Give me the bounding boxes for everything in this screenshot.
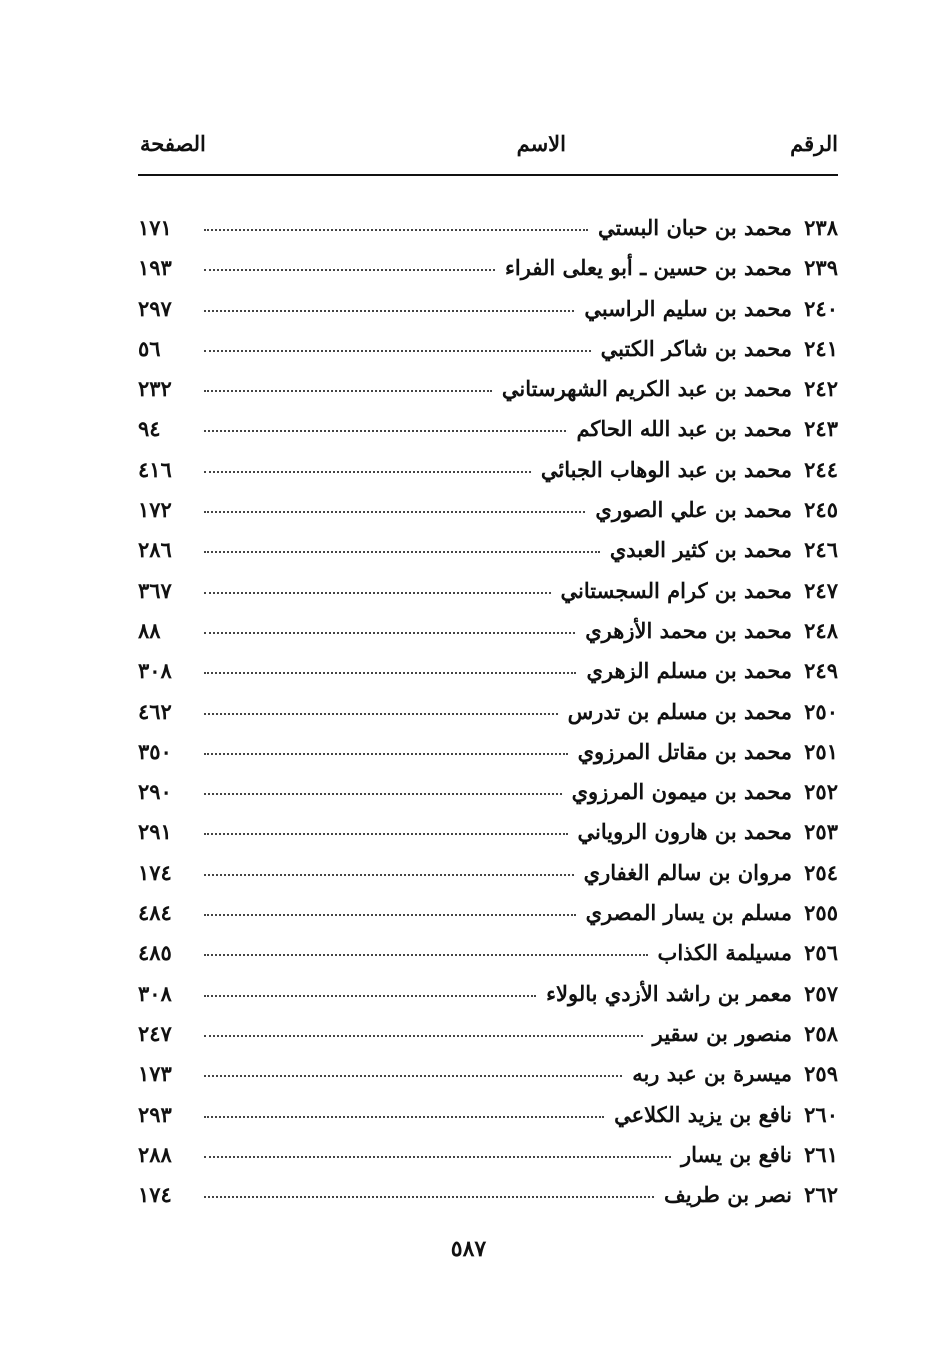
index-entry [138, 613, 838, 653]
entry-name: محمد بن حسين ـ أبو يعلى الفراء [505, 255, 792, 281]
index-entry [138, 1056, 838, 1096]
entry-page: ٣٥٠ [138, 738, 172, 764]
index-list [138, 210, 838, 1217]
index-entry [138, 1097, 838, 1137]
entry-page: ١٩٣ [138, 255, 172, 281]
entry-page: ٢٩١ [138, 819, 172, 845]
index-entry [138, 371, 838, 411]
entry-name: مسلم بن يسار المصري [585, 900, 792, 926]
entry-name: محمد بن ميمون المرزوي [571, 779, 792, 805]
dot-leader [204, 592, 551, 594]
entry-name: محمد بن كثير العبدي [609, 537, 792, 563]
entry-page: ٢٨٦ [138, 537, 172, 563]
entry-name: محمد بن محمد الأزهري [585, 617, 792, 643]
page-number: ٥٨٧ [450, 1236, 487, 1262]
entry-number: ٢٥٩ [804, 1061, 838, 1087]
entry-name: محمد بن مسلم بن تدرس [567, 698, 792, 724]
entry-name: مسيلمة الكذاب [657, 940, 792, 966]
dot-leader [204, 310, 574, 312]
index-entry [138, 492, 838, 532]
index-entry [138, 814, 838, 854]
entry-number: ٢٤٠ [804, 295, 838, 321]
index-entry [138, 895, 838, 935]
entry-page: ٢٨٨ [138, 1141, 172, 1167]
entry-page: ٤١٦ [138, 456, 172, 482]
entry-page: ٢٩٠ [138, 779, 172, 805]
dot-leader [204, 713, 558, 715]
index-entry [138, 452, 838, 492]
entry-number: ٢٥٥ [804, 900, 838, 926]
entry-name: محمد بن عبد الله الحاكم [576, 416, 792, 442]
dot-leader [204, 914, 576, 916]
number-column-heading: الرقم [790, 131, 838, 156]
entry-page: ١٧٤ [138, 1182, 172, 1208]
dot-leader [204, 1156, 671, 1158]
index-entry [138, 774, 838, 814]
entry-number: ٢٦٢ [804, 1182, 838, 1208]
dot-leader [204, 833, 568, 835]
entry-number: ٢٤٣ [804, 416, 838, 442]
dot-leader [204, 954, 648, 956]
dot-leader [204, 390, 492, 392]
entry-number: ٢٦١ [804, 1141, 838, 1167]
entry-number: ٢٥٦ [804, 940, 838, 966]
index-entry [138, 411, 838, 451]
dot-leader [204, 995, 536, 997]
entry-name: محمد بن عبد الكريم الشهرستاني [501, 376, 792, 402]
entry-number: ٢٤١ [804, 335, 838, 361]
index-entry [138, 734, 838, 774]
entry-number: ٢٤٢ [804, 376, 838, 402]
index-entry [138, 573, 838, 613]
dot-leader [204, 874, 574, 876]
dot-leader [204, 471, 531, 473]
index-entry [138, 1137, 838, 1177]
entry-number: ٢٥٢ [804, 779, 838, 805]
entry-page: ١٧١ [138, 215, 172, 240]
dot-leader [204, 1035, 643, 1037]
entry-page: ٤٨٤ [138, 900, 172, 926]
dot-leader [204, 793, 562, 795]
entry-number: ٢٥٧ [804, 980, 838, 1006]
index-entry [138, 532, 838, 572]
entry-page: ٢٩٣ [138, 1101, 172, 1127]
entry-name: محمد بن كرام السجستاني [560, 577, 792, 603]
entry-number: ٢٤٧ [804, 577, 838, 603]
index-entry [138, 976, 838, 1016]
entry-page: ١٧٤ [138, 859, 172, 885]
entry-number: ٢٣٨ [804, 215, 838, 240]
entry-number: ٢٥٨ [804, 1020, 838, 1046]
column-header [138, 128, 838, 162]
entry-name: معمر بن راشد الأزدي بالولاء [546, 980, 792, 1006]
dot-leader [204, 632, 575, 634]
entry-page: ١٧٢ [138, 497, 172, 523]
entry-name: محمد بن هارون الروياني [577, 819, 792, 845]
dot-leader [204, 1075, 622, 1077]
name-column-heading: الاسم [516, 131, 566, 156]
entry-number: ٢٥٤ [804, 859, 838, 885]
entry-number: ٢٥٣ [804, 819, 838, 845]
dot-leader [204, 1116, 604, 1118]
index-entry [138, 1016, 838, 1056]
entry-page: ٢٣٢ [138, 376, 172, 402]
entry-page: ٣٠٨ [138, 980, 172, 1006]
dot-leader [204, 229, 588, 231]
entry-number: ٢٤٨ [804, 617, 838, 643]
entry-name: ميسرة بن عبد ربه [632, 1061, 792, 1087]
entry-name: محمد بن علي الصوري [595, 497, 792, 523]
entry-name: محمد بن شاكر الكتبي [600, 335, 792, 361]
entry-page: ٩٤ [138, 416, 161, 442]
entry-page: ٤٦٢ [138, 698, 172, 724]
index-entry [138, 1177, 838, 1217]
dot-leader [204, 551, 600, 553]
index-entry [138, 855, 838, 895]
entry-name: نافع بن يسار [680, 1141, 792, 1167]
entry-name: محمد بن سليم الراسبي [584, 295, 792, 321]
dot-leader [204, 672, 576, 674]
index-entry [138, 935, 838, 975]
entry-name: محمد بن مسلم الزهري [586, 658, 792, 684]
entry-page: ٢٤٧ [138, 1020, 172, 1046]
entry-number: ٢٣٩ [804, 255, 838, 281]
entry-number: ٢٥٠ [804, 698, 838, 724]
entry-name: محمد بن عبد الوهاب الجبائي [540, 456, 792, 482]
entry-page: ٨٨ [138, 617, 161, 643]
entry-name: نافع بن يزيد الكلاعي [614, 1101, 792, 1127]
entry-name: نصر بن طريف [664, 1182, 792, 1208]
entry-page: ٣٠٨ [138, 658, 172, 684]
header-rule [138, 174, 838, 176]
index-entry [138, 694, 838, 734]
dot-leader [204, 350, 591, 352]
entry-number: ٢٤٤ [804, 456, 838, 482]
page-column-heading: الصفحة [140, 131, 206, 156]
entry-page: ١٧٣ [138, 1061, 172, 1087]
entry-number: ٢٤٦ [804, 537, 838, 563]
dot-leader [204, 511, 585, 513]
entry-number: ٢٦٠ [804, 1101, 838, 1127]
entry-number: ٢٤٥ [804, 497, 838, 523]
dot-leader [204, 269, 495, 271]
dot-leader [204, 430, 566, 432]
entry-name: منصور بن سقير [652, 1020, 792, 1046]
entry-name: محمد بن مقاتل المرزوي [577, 738, 792, 764]
entry-page: ٢٩٧ [138, 295, 172, 321]
entry-page: ٣٦٧ [138, 577, 172, 603]
dot-leader [204, 753, 568, 755]
index-entry [138, 653, 838, 693]
entry-number: ٢٤٩ [804, 658, 838, 684]
entry-name: مروان بن سالم الغفاري [583, 859, 792, 885]
entry-page: ٤٨٥ [138, 940, 172, 966]
entry-page: ٥٦ [138, 335, 161, 361]
index-entry [138, 331, 838, 371]
dot-leader [204, 1196, 654, 1198]
index-entry [138, 250, 838, 290]
entry-number: ٢٥١ [804, 738, 838, 764]
entry-name: محمد بن حبان البستي [597, 215, 792, 240]
index-entry [138, 291, 838, 331]
index-entry [138, 210, 838, 250]
